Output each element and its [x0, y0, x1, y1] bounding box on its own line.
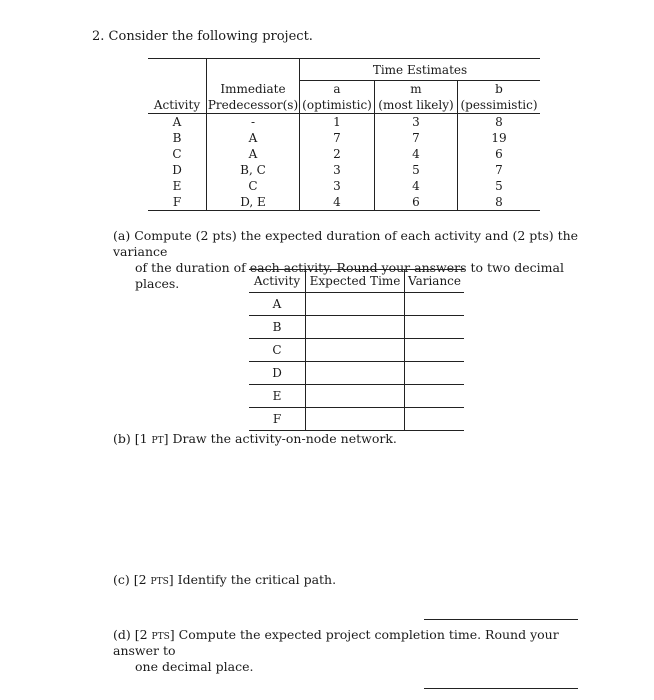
m-cell: 7: [375, 130, 458, 146]
part-d-label: (d): [113, 627, 131, 642]
m-cell: 4: [375, 146, 458, 162]
part-a-line1: [113, 228, 583, 260]
answer-row: [249, 362, 464, 385]
answer-row: [249, 385, 464, 408]
b-cell: 8: [458, 194, 541, 211]
answer-activity-cell: F: [249, 408, 306, 431]
b-header-line1: b: [458, 81, 541, 98]
question-title: [92, 29, 313, 44]
expected-time-blank[interactable]: [306, 339, 405, 362]
variance-blank[interactable]: [405, 408, 465, 431]
answer-activity-cell: A: [249, 293, 306, 316]
header-row-2: [148, 97, 540, 114]
group-header-row: [148, 59, 540, 81]
table-row: [148, 162, 540, 178]
a-header-line1: a: [300, 81, 375, 98]
b-cell: 8: [458, 114, 541, 131]
part-b-points: [1 pt]: [134, 431, 169, 446]
expected-time-blank[interactable]: [306, 385, 405, 408]
part-a-text-2: of the duration of each activity. Round your answers to two decimal places.: [135, 260, 564, 291]
a-cell: 3: [300, 162, 375, 178]
part-b-label: (b): [113, 431, 131, 446]
pred-cell: A: [207, 146, 300, 162]
m-header-line2: (most likely): [375, 97, 458, 114]
question-text: Consider the following project.: [108, 29, 313, 44]
part-d-points: [2 pts]: [134, 627, 175, 642]
critical-path-answer-line[interactable]: [424, 619, 578, 620]
activity-cell: B: [172, 131, 182, 145]
part-d-text-2: one decimal place.: [135, 659, 254, 674]
activity-cell: D: [172, 163, 182, 177]
activity-cell: A: [148, 114, 207, 131]
variance-blank[interactable]: [405, 385, 465, 408]
activity-header: Activity: [153, 98, 201, 112]
b-cell: 19: [458, 130, 541, 146]
answer-activity-cell: D: [249, 362, 306, 385]
m-header-line1: m: [375, 81, 458, 98]
activity-cell: E: [172, 179, 182, 193]
pred-cell: D, E: [207, 194, 300, 211]
pred-cell: C: [207, 178, 300, 194]
part-c: [113, 572, 336, 588]
b-cell: 5: [458, 178, 541, 194]
answer-table: [249, 269, 464, 431]
answer-activity-header: Activity: [249, 270, 306, 293]
a-cell: 2: [300, 146, 375, 162]
table-row: [148, 178, 540, 194]
part-c-text: Identify the critical path.: [177, 572, 337, 587]
a-cell: 4: [300, 194, 375, 211]
variance-blank[interactable]: [405, 293, 465, 316]
table-row: [148, 146, 540, 162]
a-cell: 1: [300, 114, 375, 131]
expected-time-blank[interactable]: [306, 316, 405, 339]
part-a-label: (a): [113, 228, 131, 243]
a-header-line2: (optimistic): [300, 97, 375, 114]
expected-time-blank[interactable]: [306, 408, 405, 431]
table-row: [148, 194, 540, 211]
part-c-points: [2 pts]: [133, 572, 174, 587]
time-estimates-header: Time Estimates: [300, 59, 541, 81]
pred-header-line1: Immediate: [207, 81, 300, 98]
m-cell: 3: [375, 114, 458, 131]
pred-cell: B, C: [207, 162, 300, 178]
b-header-line2: (pessimistic): [458, 97, 541, 114]
activity-cell: C: [172, 147, 182, 161]
variance-blank[interactable]: [405, 362, 465, 385]
expected-time-blank[interactable]: [306, 362, 405, 385]
pred-cell: -: [207, 114, 300, 131]
question-number: 2.: [92, 29, 105, 44]
a-cell: 3: [300, 178, 375, 194]
part-b-text: Draw the activity-on-node network.: [172, 431, 397, 446]
answer-activity-cell: C: [249, 339, 306, 362]
variance-blank[interactable]: [405, 339, 465, 362]
m-cell: 5: [375, 162, 458, 178]
part-b: [113, 431, 397, 447]
pred-cell: A: [207, 130, 300, 146]
m-cell: 4: [375, 178, 458, 194]
variance-blank[interactable]: [405, 316, 465, 339]
part-a-text-1: Compute (2 pts) the expected duration of each activity and (2 pts) the variance: [113, 228, 579, 259]
completion-time-answer-line[interactable]: [424, 688, 578, 689]
pred-header-line2: Predecessor(s): [207, 98, 299, 112]
a-cell: 7: [300, 130, 375, 146]
answer-row: [249, 408, 464, 431]
part-d-line1: [113, 627, 588, 659]
answer-expected-header: Expected Time: [306, 270, 405, 293]
answer-row: [249, 293, 464, 316]
m-cell: 6: [375, 194, 458, 211]
part-c-label: (c): [113, 572, 130, 587]
header-row-1: [148, 81, 540, 98]
part-d-text-1: Compute the expected project completion time. Round your answer to: [113, 627, 559, 658]
answer-row: [249, 316, 464, 339]
answer-activity-cell: E: [249, 385, 306, 408]
answer-row: [249, 339, 464, 362]
expected-time-blank[interactable]: [306, 293, 405, 316]
answer-header-row: [249, 270, 464, 293]
part-d: [113, 627, 588, 675]
project-table: [148, 58, 540, 211]
b-cell: 7: [458, 162, 541, 178]
table-row: [148, 130, 540, 146]
activity-cell: F: [148, 194, 207, 211]
answer-variance-header: Variance: [405, 270, 465, 293]
answer-activity-cell: B: [249, 316, 306, 339]
b-cell: 6: [458, 146, 541, 162]
table-row: [148, 114, 540, 131]
